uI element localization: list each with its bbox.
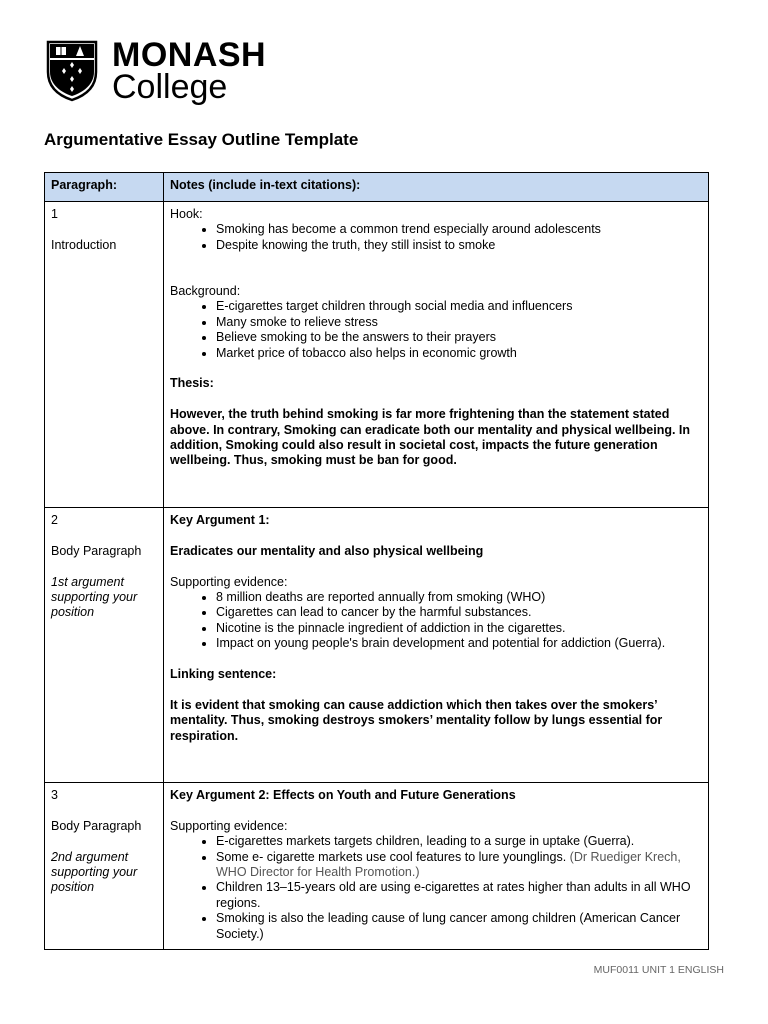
- list-item: • E-cigarettes target children through social media and influencers: [216, 299, 702, 314]
- wordmark: [112, 38, 266, 104]
- thesis-label: Thesis:: [170, 376, 214, 391]
- header-paragraph: Paragraph:: [45, 173, 164, 202]
- list-item: • 8 million deaths are reported annually from smoking (WHO): [216, 590, 702, 605]
- row3-notes-cell: [164, 783, 709, 950]
- key-argument-1-label: Key Argument 1:: [170, 513, 270, 527]
- page-title: Argumentative Essay Outline Template: [44, 130, 359, 149]
- background-label: Background:: [170, 284, 241, 299]
- list-item: • E-cigarettes markets targets children, leading to a surge in uptake (Guerra).: [216, 834, 702, 849]
- table-row-body-2: [45, 783, 709, 950]
- logo-line2: College: [112, 68, 228, 106]
- list-item: • Smoking is also the leading cause of lung cancer among children (American Cancer Society.): [216, 911, 702, 942]
- row3-number: 3: [51, 788, 58, 802]
- row1-notes-cell: [164, 202, 709, 508]
- list-item: [216, 850, 702, 881]
- list-item: • Children 13–15-years old are using e-cigarettes at rates higher than adults in all WHO regions.: [216, 880, 702, 911]
- row2-sublabel: 1st argument supporting your position: [51, 574, 138, 620]
- evidence-label: Supporting evidence:: [170, 574, 288, 589]
- thesis-text: However, the truth behind smoking is far more frightening than the statement stated above. In contrary, Smoking can eradicate both our mentality and physical wellbeing. In addition, Smoking could also result in societal cost, impacts the future generation wellbeing. Thus, smoking must be ban for good.: [170, 407, 691, 468]
- row2-notes-cell: [164, 508, 709, 783]
- outline-table: [44, 172, 709, 950]
- evidence-label: Supporting evidence:: [170, 818, 288, 833]
- row1-paragraph-cell: [45, 202, 164, 508]
- row3-paragraph-cell: [45, 783, 164, 950]
- linking-text: It is evident that smoking can cause addiction which then takes over the smokers’ mentality. Thus, smoking destroys smokers’ mentality follow by lungs essential for respiration.: [170, 697, 663, 743]
- list-item: • Smoking has become a common trend especially around adolescents: [216, 222, 702, 237]
- logo-line1: MONASH: [112, 36, 267, 74]
- row2-number: 2: [51, 513, 58, 527]
- table-header-row: [45, 173, 709, 202]
- row3-label: Body Paragraph: [51, 818, 142, 833]
- row2-label: Body Paragraph: [51, 543, 142, 558]
- header-notes: Notes (include in-text citations):: [164, 173, 709, 202]
- row2-paragraph-cell: [45, 508, 164, 783]
- row1-number: 1: [51, 207, 58, 221]
- background-list: [170, 299, 702, 361]
- list-item: • Cigarettes can lead to cancer by the harmful substances.: [216, 605, 702, 620]
- evidence-list: [170, 590, 702, 652]
- key-argument-1-text: Eradicates our mentality and also physical wellbeing: [170, 543, 484, 558]
- table-row-introduction: [45, 202, 709, 508]
- row3-sublabel: 2nd argument supporting your position: [51, 849, 138, 895]
- hook-list: [170, 222, 702, 253]
- key-argument-2-text: Key Argument 2: Effects on Youth and Future Generations: [170, 788, 516, 802]
- list-item: • Impact on young people's brain development and potential for addiction (Guerra).: [216, 636, 702, 651]
- monash-college-logo: [44, 38, 284, 108]
- page-footer: MUF0011 UNIT 1 ENGLISH: [593, 964, 724, 976]
- item-text: Some e- cigarette markets use cool features to lure younglings.: [216, 849, 567, 864]
- list-item: • Many smoke to relieve stress: [216, 315, 702, 330]
- item-citation: (Dr Ruediger Krech, WHO Director for Health Promotion.): [216, 849, 681, 880]
- hook-label: Hook:: [170, 207, 203, 221]
- row1-label: Introduction: [51, 237, 117, 252]
- evidence-list: [170, 834, 702, 942]
- list-item: • Nicotine is the pinnacle ingredient of addiction in the cigarettes.: [216, 621, 702, 636]
- list-item: • Market price of tobacco also helps in economic growth: [216, 346, 702, 361]
- table-row-body-1: [45, 508, 709, 783]
- list-item: • Despite knowing the truth, they still insist to smoke: [216, 238, 702, 253]
- linking-label: Linking sentence:: [170, 667, 277, 682]
- list-item: • Believe smoking to be the answers to their prayers: [216, 330, 702, 345]
- crest-icon: [44, 38, 100, 102]
